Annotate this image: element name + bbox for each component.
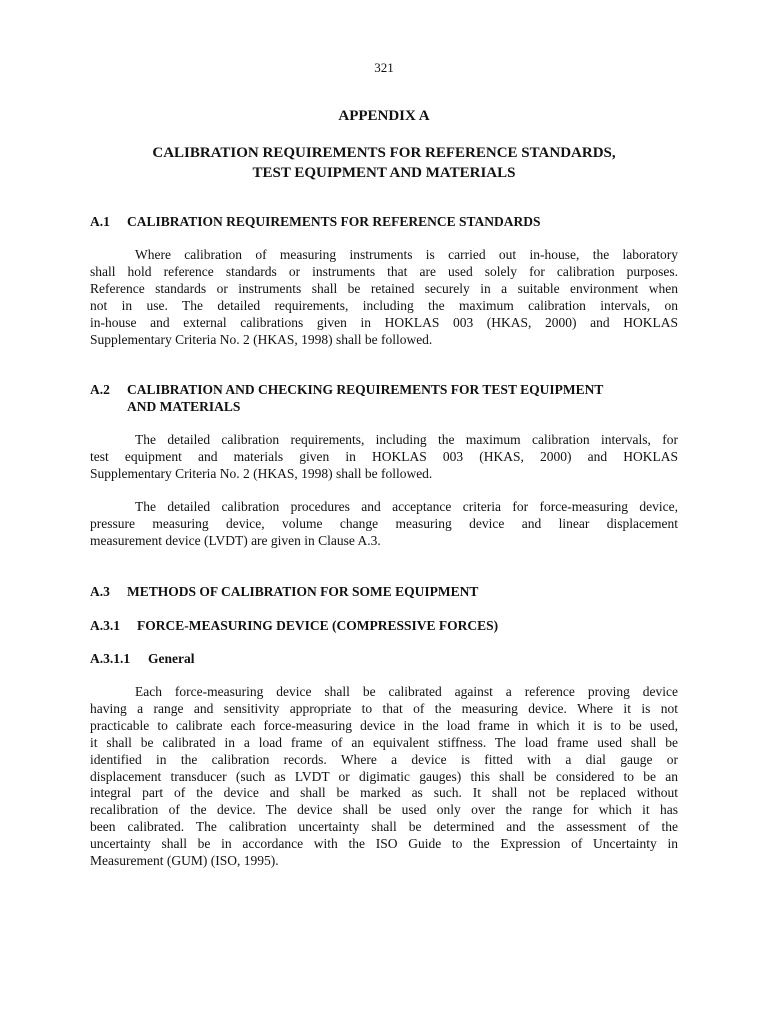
main-title (90, 143, 678, 183)
section-a2-heading (90, 381, 680, 415)
paragraph-line: pressure measuring device, volume change measuring device and linear displacement (90, 515, 678, 531)
section-a311-title: General (148, 651, 195, 666)
paragraph-line: it shall be calibrated in a load frame of an equivalent stiffness. The load frame used shall be (90, 734, 678, 750)
paragraph-line: integral part of the device and shall be marked as such. It shall not be replaced without (90, 785, 678, 801)
main-title-line-2: TEST EQUIPMENT AND MATERIALS (252, 165, 516, 181)
paragraph-line: in-house and external calibrations given in HOKLAS 003 (HKAS, 2000) and HOKLAS (90, 314, 678, 330)
section-a311-number: A.3.1.1 (90, 651, 131, 666)
paragraph-line: practicable to calibrate each force-measuring device in the load frame in which it is to be used, (90, 717, 678, 733)
paragraph-line: The detailed calibration requirements, including the maximum calibration intervals, for (135, 432, 678, 447)
section-a311-paragraph (90, 684, 678, 870)
paragraph-line: Supplementary Criteria No. 2 (HKAS, 1998) shall be followed. (90, 331, 433, 347)
section-a1-heading (90, 213, 680, 230)
paragraph-line: shall hold reference standards or instruments that are used solely for calibration purposes. (90, 263, 678, 279)
paragraph-line: not in use. The detailed requirements, including the maximum calibration intervals, on (90, 297, 678, 313)
paragraph-line: been calibrated. The calibration uncertainty shall be determined and the assessment of the (90, 819, 678, 835)
paragraph-line: Where calibration of measuring instruments is carried out in-house, the laboratory (135, 247, 678, 262)
paragraph-line: Supplementary Criteria No. 2 (HKAS, 1998) shall be followed. (90, 465, 433, 481)
section-a31-heading (90, 617, 680, 634)
paragraph-line: Each force-measuring device shall be calibrated against a reference proving device (135, 684, 678, 699)
section-a311-heading (90, 650, 680, 667)
section-a1-number: A.1 (90, 214, 110, 229)
section-a3-number: A.3 (90, 584, 110, 599)
section-a2-number: A.2 (90, 382, 110, 397)
paragraph-line: measurement device (LVDT) are given in Clause A.3. (90, 532, 381, 548)
paragraph-line: Reference standards or instruments shall be retained securely in a suitable environment when (90, 280, 678, 296)
section-a2-paragraph-1 (90, 432, 678, 483)
section-a2-title-line-1: CALIBRATION AND CHECKING REQUIREMENTS FOR TEST EQUIPMENT (127, 382, 604, 397)
section-a3-heading (90, 583, 680, 600)
main-title-line-1: CALIBRATION REQUIREMENTS FOR REFERENCE STANDARDS, (152, 145, 616, 161)
paragraph-line: The detailed calibration procedures and acceptance criteria for force-measuring device, (135, 499, 678, 514)
section-a1-paragraph (90, 247, 678, 348)
paragraph-line: recalibration of the device. The device shall be used only over the range for which it has (90, 802, 678, 818)
paragraph-line: Measurement (GUM) (ISO, 1995). (90, 853, 279, 869)
paragraph-line: identified in the calibration records. Where a device is fitted with a dial gauge or (90, 751, 678, 767)
paragraph-line: displacement transducer (such as LVDT or digimatic gauges) this shall be considered to be an (90, 768, 678, 784)
section-a1-title: CALIBRATION REQUIREMENTS FOR REFERENCE STANDARDS (127, 214, 541, 229)
section-a31-title: FORCE-MEASURING DEVICE (COMPRESSIVE FORCES) (137, 618, 499, 633)
paragraph-line: test equipment and materials given in HOKLAS 003 (HKAS, 2000) and HOKLAS (90, 448, 678, 464)
paragraph-line: having a range and sensitivity appropriate to that of the measuring device. Where it is not (90, 700, 678, 716)
paragraph-line: uncertainty shall be in accordance with the ISO Guide to the Expression of Uncertainty in (90, 836, 678, 852)
page-number: 321 (374, 60, 394, 75)
section-a2-paragraph-2 (90, 499, 678, 550)
section-a2-title-line-2: AND MATERIALS (127, 399, 241, 414)
section-a3-title: METHODS OF CALIBRATION FOR SOME EQUIPMENT (127, 584, 479, 599)
appendix-title: APPENDIX A (338, 108, 430, 124)
section-a31-number: A.3.1 (90, 618, 120, 633)
